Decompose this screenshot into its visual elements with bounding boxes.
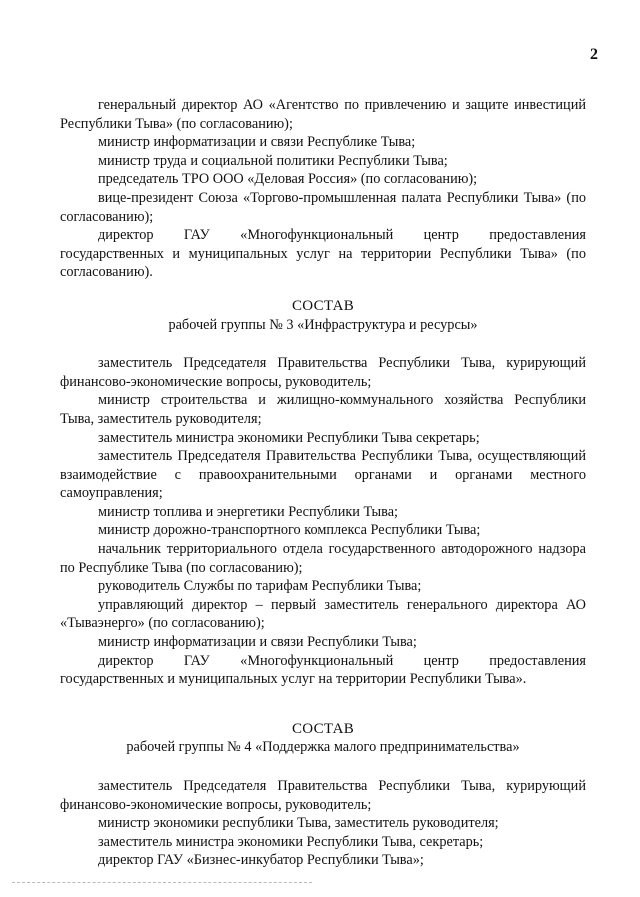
section-subtitle: рабочей группы № 3 «Инфраструктура и ресурсы» bbox=[168, 316, 478, 333]
list-item: министр строительства и жилищно-коммунального хозяйства Республики Тыва, заместитель руководителя; bbox=[60, 392, 586, 427]
page-number: 2 bbox=[590, 46, 598, 63]
section-title: СОСТАВ bbox=[291, 720, 355, 737]
list-item: министр информатизации и связи Республике Тыва; bbox=[98, 134, 416, 151]
list-item: министр дорожно-транспортного комплекса Республики Тыва; bbox=[98, 522, 481, 539]
list-item: директор ГАУ «Многофункциональный центр предоставления государственных и муниципальных услуг на территории Республики Тыва». bbox=[60, 652, 586, 688]
document-body bbox=[60, 96, 586, 870]
list-item: заместитель министра экономики Республики Тыва секретарь; bbox=[98, 429, 480, 446]
section-title: СОСТАВ bbox=[291, 297, 355, 314]
list-item: председатель ТРО ООО «Деловая Россия» (по согласованию); bbox=[98, 171, 478, 188]
list-item: министр экономики республики Тыва, заместитель руководителя; bbox=[98, 815, 499, 832]
section-subtitle: рабочей группы № 4 «Поддержка малого предпринимательства» bbox=[126, 739, 520, 756]
section-group-3 bbox=[60, 297, 586, 689]
list-item: заместитель Председателя Правительства Республики Тыва, курирующий финансово-экономические вопросы, руководитель; bbox=[60, 778, 586, 813]
list-item: заместитель Председателя Правительства Республики Тыва, осуществляющий взаимодействие с правоохранительными органами и органами местного самоуправления; bbox=[60, 448, 586, 502]
list-item: министр информатизации и связи Республики Тыва; bbox=[98, 634, 417, 651]
list-item: министр труда и социальной политики Республики Тыва; bbox=[98, 152, 448, 169]
list-item: управляющий директор – первый заместитель генерального директора АО «Тываэнерго» (по согласованию); bbox=[60, 596, 586, 632]
list-item: директор ГАУ «Многофункциональный центр предоставления государственных и муниципальных услуг на территории Республики Тыва» (по согласованию). bbox=[60, 227, 586, 281]
list-item: заместитель министра экономики Республики Тыва, секретарь; bbox=[98, 833, 484, 850]
list-item: вице-президент Союза «Торгово-промышленная палата Республики Тыва» (по согласованию); bbox=[60, 189, 586, 225]
list-item: генеральный директор АО «Агентство по привлечению и защите инвестиций Республики Тыва» (по согласованию); bbox=[60, 97, 586, 132]
list-item: начальник территориального отдела государственного автодорожного надзора по Республике Тыва (по согласованию); bbox=[60, 541, 586, 576]
list-item: министр топлива и энергетики Республики Тыва; bbox=[98, 503, 399, 520]
section-group-4 bbox=[60, 720, 586, 870]
list-item: руководитель Службы по тарифам Республики Тыва; bbox=[98, 578, 422, 595]
list-item: директор ГАУ «Бизнес-инкубатор Республики Тыва»; bbox=[98, 852, 424, 869]
list-item: заместитель Председателя Правительства Республики Тыва, курирующий финансово-экономические вопросы, руководитель; bbox=[60, 355, 586, 390]
scan-edge-divider bbox=[12, 882, 312, 883]
member-list-continued bbox=[60, 96, 586, 282]
